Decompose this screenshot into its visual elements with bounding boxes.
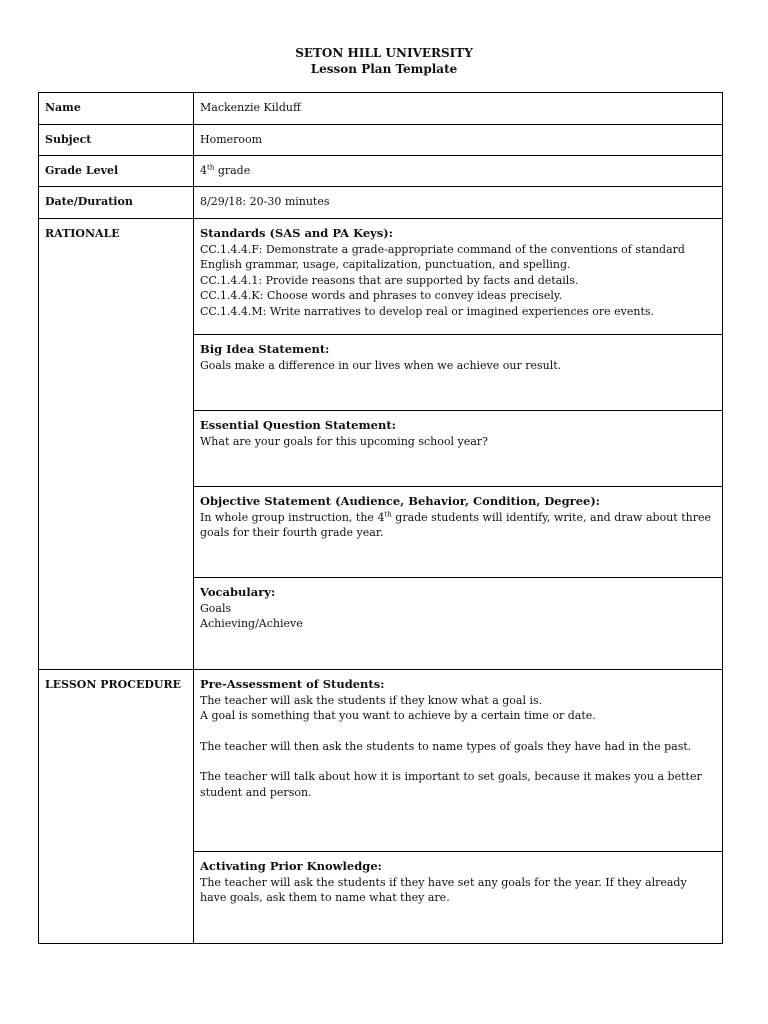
objective-cell xyxy=(194,487,723,578)
standards-heading: Standards (SAS and PA Keys): xyxy=(200,226,393,240)
date-duration-label: Date/Duration xyxy=(39,187,194,219)
date-duration-value: 8/29/18: 20-30 minutes xyxy=(194,187,723,219)
grade-suffix: th xyxy=(207,163,215,172)
table-row-grade-level xyxy=(39,156,723,187)
table-row-subject xyxy=(39,125,723,156)
document-header xyxy=(0,45,768,77)
objective-text-start: In whole group instruction, the 4 xyxy=(200,510,385,524)
subject-label: Subject xyxy=(39,125,194,156)
objective-grade-suffix: th xyxy=(384,509,392,518)
big-idea-cell xyxy=(194,335,723,411)
objective-heading: Objective Statement (Audience, Behavior, Condition, Degree): xyxy=(200,494,601,508)
essential-question-heading: Essential Question Statement: xyxy=(200,418,396,432)
objective-text-end: grade students will identify, write, and draw about three goals for their fourth grade year. xyxy=(200,510,711,539)
vocabulary-item: Achieving/Achieve xyxy=(200,617,303,630)
vocabulary-cell xyxy=(194,578,723,670)
standard-item: CC.1.4.4.1: Provide reasons that are supported by facts and details. xyxy=(200,273,579,287)
prior-knowledge-text: The teacher will ask the students if they have set any goals for the year. If they already have goals, ask them to name what they are. xyxy=(200,875,687,904)
grade-level-value xyxy=(194,156,723,187)
subject-value: Homeroom xyxy=(194,125,723,156)
table-row-standards xyxy=(39,219,723,335)
pre-assessment-paragraph: The teacher will talk about how it is important to set goals, because it makes you a better student and person. xyxy=(200,770,702,799)
objective-text xyxy=(200,510,716,541)
vocabulary-item: Goals xyxy=(200,601,232,615)
vocabulary-heading: Vocabulary: xyxy=(200,585,276,599)
standards-cell xyxy=(194,219,723,335)
rationale-label: RATIONALE xyxy=(39,219,194,670)
name-label: Name xyxy=(39,93,194,125)
pre-assessment-line: A goal is something that you want to achieve by a certain time or date. xyxy=(200,709,596,722)
grade-level-label: Grade Level xyxy=(39,156,194,187)
pre-assessment-paragraph: The teacher will then ask the students to name types of goals they have had in the past. xyxy=(200,739,692,753)
lesson-plan-table xyxy=(38,92,723,944)
institution-name: SETON HILL UNIVERSITY xyxy=(295,46,473,60)
lesson-procedure-label: LESSON PROCEDURE xyxy=(39,670,194,944)
standard-item: CC.1.4.4.K: Choose words and phrases to convey ideas precisely. xyxy=(200,289,563,302)
document-title: Lesson Plan Template xyxy=(310,62,458,76)
grade-number: 4 xyxy=(200,164,207,177)
grade-word: grade xyxy=(214,164,251,177)
table-row-name xyxy=(39,93,723,125)
big-idea-heading: Big Idea Statement: xyxy=(200,342,330,356)
table-row-pre-assessment xyxy=(39,670,723,852)
essential-question-text: What are your goals for this upcoming school year? xyxy=(200,434,488,448)
pre-assessment-heading: Pre-Assessment of Students: xyxy=(200,677,385,691)
table-row-date-duration xyxy=(39,187,723,219)
pre-assessment-cell xyxy=(194,670,723,852)
essential-question-cell xyxy=(194,411,723,487)
prior-knowledge-cell xyxy=(194,852,723,944)
standard-item: CC.1.4.4.F: Demonstrate a grade-appropriate command of the conventions of standard English grammar, usage, capitalization, punctuation, and spelling. xyxy=(200,242,685,271)
pre-assessment-line: The teacher will ask the students if they know what a goal is. xyxy=(200,693,543,707)
standard-item: CC.1.4.4.M: Write narratives to develop real or imagined experiences ore events. xyxy=(200,304,655,318)
prior-knowledge-heading: Activating Prior Knowledge: xyxy=(200,859,382,873)
name-value: Mackenzie Kilduff xyxy=(194,93,723,125)
big-idea-text: Goals make a difference in our lives when we achieve our result. xyxy=(200,358,562,372)
